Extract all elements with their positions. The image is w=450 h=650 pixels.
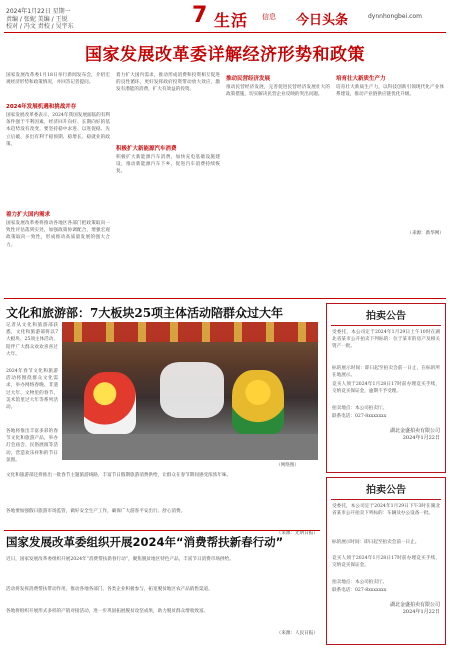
article1-para: 着力扩大国内需求，推动形成消费和投资相互促进的良性循环，更好发挥政府投资带动放大效应，激发有潜能的消费，扩大有效益的投资。: [116, 73, 220, 93]
article2-headline[interactable]: 文化和旅游部：7大板块25项主体活动陪群众过大年: [6, 306, 284, 320]
auction-notice-2: [326, 477, 446, 645]
section-title: 生活: [214, 11, 249, 30]
article1-col3: [226, 72, 330, 180]
article2-col1: [6, 322, 58, 490]
article1-col1: [6, 72, 110, 298]
notice-para: 联系电话：027-8xxxxxxx: [332, 588, 387, 593]
section-sub: 信息: [262, 13, 276, 21]
notice-company: 湖北金盛拍卖有限公司: [389, 602, 440, 608]
article1-subhead: 2024年发展机遇和挑战并存: [6, 104, 77, 110]
notice-para: 联系电话：027-8xxxxxxx: [332, 414, 387, 419]
notice-date: 2024年1月22日: [402, 435, 440, 441]
proof-line: 校对 / 冯文 责校 / 吴宇东: [6, 23, 74, 30]
article1-subhead: 推动民营经济发展: [226, 76, 271, 82]
floor: [62, 434, 318, 460]
article1-headline[interactable]: 国家发展改革委详解经济形势和政策: [85, 45, 365, 65]
article2-para: 2024年春节文化和旅游活动将围绕群众文化需求，举办网络春晚、非遗过大年、文物里的春节、美术馆里过大年等系列活动。: [6, 369, 58, 411]
yellow-lion-figure: [232, 370, 284, 434]
masthead-divider: [4, 32, 446, 33]
section-divider: [4, 530, 320, 531]
lion-dance-photo: [62, 322, 318, 460]
article1-para: 推动民营经济发展，完善促进民营经济发展壮大的政策措施，切实解决民营企业反映的突出问题。: [226, 85, 330, 98]
article1-para: 国家发展改革委1月18日举行新闻发布会，介绍宏观经济形势和政策情况，并回答记者提问。: [6, 73, 110, 86]
article3-para: 活动将发挥消费帮扶带动作用，推动各地各部门、各类企业积极参与，拓宽脱贫地区农产品销售渠道。: [6, 587, 213, 592]
notice-para: 标的展示时间：即日起至拍卖会前一日止。: [332, 540, 420, 545]
article2-para: 各地要加强假日旅游市场监管，做好安全生产工作，确保广大游客平安出行、舒心消费。: [6, 509, 186, 514]
red-lion-figure: [84, 372, 136, 434]
notice-para: 竞买人须于2024年1月28日17时前办理竞买手续，交纳竞买保证金。: [332, 556, 440, 569]
notice-para: 拍卖地点：本公司拍卖厅。: [332, 580, 388, 585]
article3-para: 各地将组织开展形式多样的产销对接活动，进一步巩固拓展脱贫攻坚成果，助力脱贫群众增收致富。: [6, 609, 209, 614]
page-number: 7: [192, 3, 208, 28]
article2-para: 文化和旅游部还将推出一批春节主题旅游线路，丰富节日假期旅游消费供给，让群众在春节期间感受浓浓年味。: [6, 473, 232, 478]
article2-bottom: [6, 472, 318, 536]
notice-divider: [331, 325, 441, 326]
article1-para: 培育壮大新质生产力，以科技创新引领现代化产业体系建设，推动产业链供应链优化升级。: [336, 85, 444, 98]
article1-source: （来源：新华网）: [407, 231, 444, 236]
date-line: 2024年1月22日 星期一: [6, 8, 71, 15]
article1-para: 积极扩大新能源汽车消费，加快充电基础设施建设，推动新能源汽车下乡，促进汽车消费持续恢复。: [116, 155, 220, 175]
article2-source: （来源：光明日报）: [276, 531, 318, 536]
site-url[interactable]: dynnhongbei.com: [368, 13, 422, 20]
brand-logo: 今日头条: [296, 13, 349, 28]
article1-para: 国家发展改革委将推动各地区各部门把政策取向一致性评估落到实处，加强政策协调配合，增强宏观政策取向一致性，形成推动高质量发展的强大合力。: [6, 221, 110, 248]
article1-subhead: 积极扩大新能源汽车消费: [116, 146, 177, 152]
notice-para: 受委托，本公司定于2024年1月29日下午3时在湖北省某市公开拍卖下列标的：车辆及办公设备一批。: [332, 504, 440, 517]
auction-notice-1: [326, 303, 446, 473]
notice-title: 拍卖公告: [366, 311, 406, 322]
article1-para: 国家发展改革委表示，2024年我国发展面临的有利条件强于不利因素，经济回升向好、长期向好的基本趋势没有改变。要坚持稳中求进、以进促稳、先立后破，多出有利于稳预期、稳增长、稳就业的政策。: [6, 113, 110, 147]
notice-para: 竞买人须于2024年1月28日17时前办理竞买手续，交纳竞买保证金，逾期不予受理。: [332, 382, 440, 395]
lantern-decorations: [62, 322, 318, 342]
article1-subhead: 着力扩大国内需求: [6, 212, 51, 218]
editor-line: 责编 / 张妮 美编 / 王锐: [6, 16, 68, 23]
notice-company: 湖北金盛拍卖有限公司: [389, 428, 440, 434]
article1-col4: [336, 72, 444, 236]
article1-col2: [116, 72, 220, 214]
article2-para: 记者从文化和旅游部获悉，文化和旅游部将以7大板块、25项主体活动，陪伴广大群众欢欢喜喜过大年。: [6, 323, 58, 357]
article3-para: 近日，国家发展改革委组织开展2024年“消费帮扶新春行动”，聚焦脱贫地区特色产品，丰富节日消费市场供给。: [6, 557, 234, 562]
notice-para: 标的展示时间：即日起至拍卖会前一日止，在标的所在地展示。: [332, 366, 440, 379]
article3-headline[interactable]: 国家发展改革委组织开展2024年“消费帮扶新春行动”: [6, 535, 284, 549]
notice-para: 受委托，本公司定于2024年1月29日上午10时在湖北省某市公开拍卖下列标的：位于某市的房产及相关资产一批。: [332, 330, 440, 350]
article2-para: 各地将推出丰富多彩的春节文化和旅游产品，举办灯会庙会、民俗展演等活动，营造欢乐祥和的节日氛围。: [6, 429, 58, 463]
notice-divider: [331, 499, 441, 500]
notice-title: 拍卖公告: [366, 485, 406, 496]
article3-body: [6, 556, 318, 636]
photo-caption: （网络图）: [276, 463, 299, 468]
article1-subhead: 培育壮大新质生产力: [336, 76, 386, 82]
notice-para: 拍卖地点：本公司拍卖厅。: [332, 406, 388, 411]
notice-date: 2024年1月22日: [402, 609, 440, 615]
article3-source: （来源：人民日报）: [276, 631, 318, 636]
masthead: [0, 0, 450, 32]
light-source: [160, 362, 224, 418]
section-divider: [4, 298, 446, 299]
